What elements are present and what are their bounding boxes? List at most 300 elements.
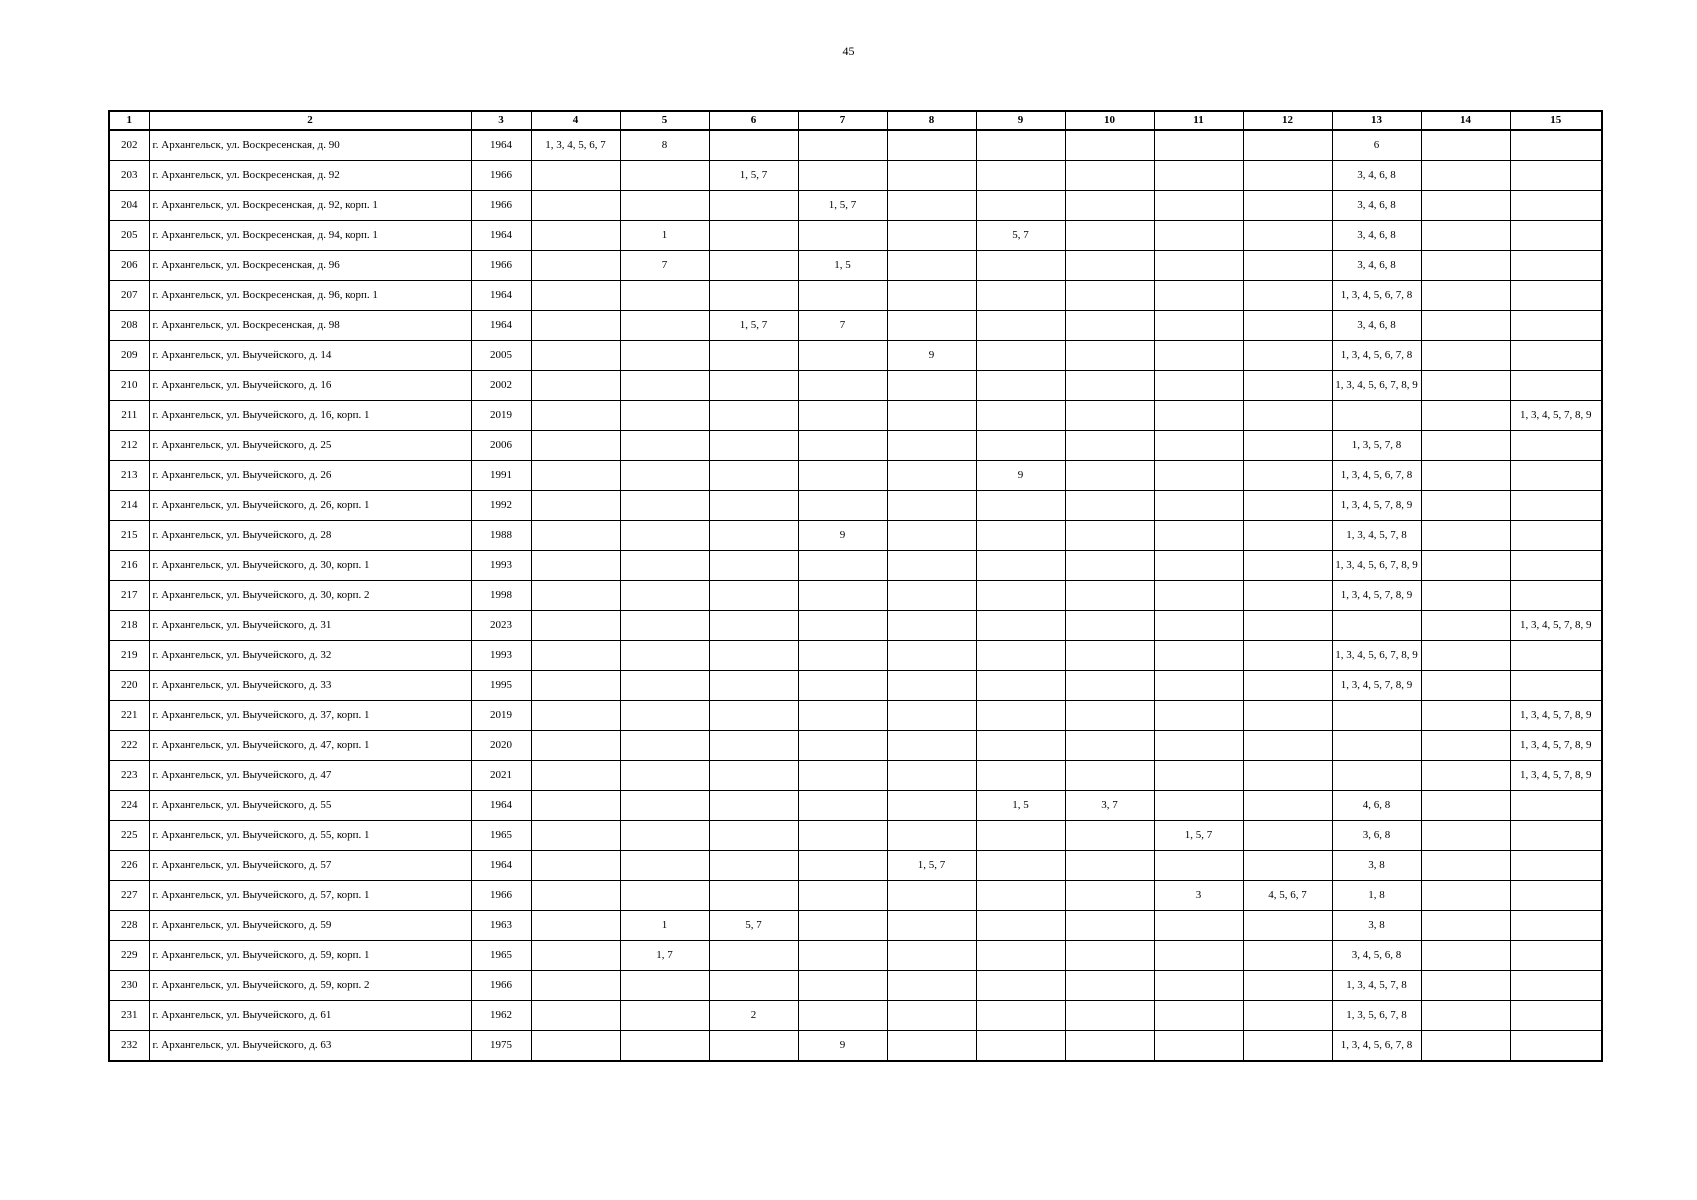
column-6-cell — [709, 371, 798, 401]
column-14-cell — [1421, 281, 1510, 311]
column-9-cell — [976, 941, 1065, 971]
year-cell: 2005 — [471, 341, 531, 371]
column-4-cell — [531, 551, 620, 581]
year-cell: 1966 — [471, 971, 531, 1001]
column-15-cell — [1510, 221, 1602, 251]
column-8-cell — [887, 611, 976, 641]
row-number: 207 — [109, 281, 149, 311]
column-6-cell: 1, 5, 7 — [709, 311, 798, 341]
column-15-cell — [1510, 641, 1602, 671]
column-15-cell — [1510, 191, 1602, 221]
column-15-cell — [1510, 281, 1602, 311]
column-15-cell: 1, 3, 4, 5, 7, 8, 9 — [1510, 731, 1602, 761]
column-15-cell — [1510, 881, 1602, 911]
column-4-cell — [531, 581, 620, 611]
column-10-cell — [1065, 971, 1154, 1001]
column-14-cell — [1421, 791, 1510, 821]
row-number: 215 — [109, 521, 149, 551]
column-13-cell: 1, 3, 4, 5, 7, 8 — [1332, 971, 1421, 1001]
column-6-cell — [709, 251, 798, 281]
column-6-cell: 5, 7 — [709, 911, 798, 941]
column-12-cell — [1243, 821, 1332, 851]
address-cell: г. Архангельск, ул. Выучейского, д. 59, корп. 2 — [149, 971, 471, 1001]
column-13-cell: 1, 3, 4, 5, 7, 8, 9 — [1332, 581, 1421, 611]
column-8-cell — [887, 881, 976, 911]
column-5-cell — [620, 401, 709, 431]
column-5-cell — [620, 701, 709, 731]
column-9-cell: 5, 7 — [976, 221, 1065, 251]
column-15-cell — [1510, 821, 1602, 851]
column-12-cell — [1243, 1031, 1332, 1062]
column-7-cell: 7 — [798, 311, 887, 341]
address-cell: г. Архангельск, ул. Воскресенская, д. 90 — [149, 130, 471, 161]
column-9-cell — [976, 521, 1065, 551]
column-10-cell — [1065, 701, 1154, 731]
column-11-cell: 3 — [1154, 881, 1243, 911]
column-13-cell: 1, 3, 5, 7, 8 — [1332, 431, 1421, 461]
column-12-cell — [1243, 491, 1332, 521]
column-9-cell — [976, 401, 1065, 431]
header-row — [109, 111, 1602, 130]
column-4-cell — [531, 791, 620, 821]
column-12-cell — [1243, 221, 1332, 251]
column-10-cell — [1065, 491, 1154, 521]
table-row — [109, 881, 1602, 911]
column-14-cell — [1421, 1001, 1510, 1031]
column-8-cell — [887, 401, 976, 431]
table-row — [109, 551, 1602, 581]
address-cell: г. Архангельск, ул. Выучейского, д. 30, корп. 2 — [149, 581, 471, 611]
column-4-cell — [531, 161, 620, 191]
table-row — [109, 191, 1602, 221]
column-13-cell: 1, 3, 5, 6, 7, 8 — [1332, 1001, 1421, 1031]
column-4-cell — [531, 611, 620, 641]
address-cell: г. Архангельск, ул. Воскресенская, д. 92 — [149, 161, 471, 191]
table-row — [109, 401, 1602, 431]
address-cell: г. Архангельск, ул. Выучейского, д. 37, корп. 1 — [149, 701, 471, 731]
column-15-cell — [1510, 971, 1602, 1001]
column-13-cell: 1, 3, 4, 5, 7, 8, 9 — [1332, 671, 1421, 701]
column-11-cell — [1154, 221, 1243, 251]
column-14-cell — [1421, 881, 1510, 911]
column-14-cell — [1421, 551, 1510, 581]
column-10-cell — [1065, 311, 1154, 341]
column-13-cell: 3, 4, 6, 8 — [1332, 311, 1421, 341]
table-body — [109, 130, 1602, 1061]
column-7-cell — [798, 941, 887, 971]
column-header-9: 9 — [976, 111, 1065, 130]
page-number: 45 — [842, 44, 855, 58]
column-7-cell — [798, 1001, 887, 1031]
schedule-table — [108, 110, 1603, 1062]
table-row — [109, 641, 1602, 671]
column-10-cell — [1065, 431, 1154, 461]
column-9-cell: 1, 5 — [976, 791, 1065, 821]
column-12-cell — [1243, 311, 1332, 341]
column-11-cell — [1154, 701, 1243, 731]
column-14-cell — [1421, 161, 1510, 191]
column-9-cell — [976, 431, 1065, 461]
address-cell: г. Архангельск, ул. Выучейского, д. 61 — [149, 1001, 471, 1031]
column-14-cell — [1421, 641, 1510, 671]
row-number: 212 — [109, 431, 149, 461]
column-15-cell — [1510, 581, 1602, 611]
column-13-cell: 3, 4, 6, 8 — [1332, 221, 1421, 251]
column-6-cell — [709, 611, 798, 641]
column-10-cell — [1065, 371, 1154, 401]
column-15-cell — [1510, 371, 1602, 401]
column-14-cell — [1421, 341, 1510, 371]
column-11-cell — [1154, 371, 1243, 401]
column-7-cell: 9 — [798, 1031, 887, 1062]
column-4-cell — [531, 491, 620, 521]
table-row — [109, 521, 1602, 551]
column-10-cell — [1065, 761, 1154, 791]
column-12-cell — [1243, 521, 1332, 551]
row-number: 216 — [109, 551, 149, 581]
table-row — [109, 281, 1602, 311]
column-12-cell — [1243, 401, 1332, 431]
address-cell: г. Архангельск, ул. Выучейского, д. 55 — [149, 791, 471, 821]
row-number: 208 — [109, 311, 149, 341]
column-8-cell — [887, 971, 976, 1001]
column-14-cell — [1421, 251, 1510, 281]
column-4-cell — [531, 971, 620, 1001]
year-cell: 1975 — [471, 1031, 531, 1062]
column-4-cell — [531, 1001, 620, 1031]
column-13-cell: 3, 4, 5, 6, 8 — [1332, 941, 1421, 971]
table-row — [109, 341, 1602, 371]
column-8-cell — [887, 281, 976, 311]
column-6-cell — [709, 851, 798, 881]
year-cell: 1991 — [471, 461, 531, 491]
address-cell: г. Архангельск, ул. Выучейского, д. 59 — [149, 911, 471, 941]
column-11-cell — [1154, 971, 1243, 1001]
table-row — [109, 581, 1602, 611]
column-13-cell: 1, 3, 4, 5, 7, 8, 9 — [1332, 491, 1421, 521]
column-5-cell: 1, 7 — [620, 941, 709, 971]
column-11-cell — [1154, 341, 1243, 371]
column-9-cell — [976, 191, 1065, 221]
year-cell: 2020 — [471, 731, 531, 761]
column-8-cell — [887, 701, 976, 731]
address-cell: г. Архангельск, ул. Воскресенская, д. 98 — [149, 311, 471, 341]
column-13-cell: 3, 4, 6, 8 — [1332, 251, 1421, 281]
column-12-cell — [1243, 281, 1332, 311]
column-11-cell — [1154, 491, 1243, 521]
table-row — [109, 491, 1602, 521]
column-15-cell — [1510, 521, 1602, 551]
column-5-cell — [620, 731, 709, 761]
address-cell: г. Архангельск, ул. Воскресенская, д. 92, корп. 1 — [149, 191, 471, 221]
column-14-cell — [1421, 671, 1510, 701]
column-header-10: 10 — [1065, 111, 1154, 130]
column-11-cell — [1154, 311, 1243, 341]
column-7-cell — [798, 761, 887, 791]
column-6-cell — [709, 701, 798, 731]
column-header-2: 2 — [149, 111, 471, 130]
year-cell: 1965 — [471, 941, 531, 971]
column-6-cell — [709, 431, 798, 461]
column-5-cell: 8 — [620, 130, 709, 161]
column-8-cell — [887, 821, 976, 851]
column-14-cell — [1421, 401, 1510, 431]
column-9-cell — [976, 1001, 1065, 1031]
column-13-cell: 1, 3, 4, 5, 6, 7, 8, 9 — [1332, 371, 1421, 401]
column-11-cell — [1154, 581, 1243, 611]
column-12-cell — [1243, 551, 1332, 581]
table-row — [109, 911, 1602, 941]
column-9-cell — [976, 881, 1065, 911]
year-cell: 1998 — [471, 581, 531, 611]
column-6-cell — [709, 731, 798, 761]
column-5-cell — [620, 611, 709, 641]
column-5-cell — [620, 191, 709, 221]
column-5-cell: 1 — [620, 221, 709, 251]
column-12-cell — [1243, 431, 1332, 461]
column-13-cell: 1, 3, 4, 5, 7, 8 — [1332, 521, 1421, 551]
table-row — [109, 791, 1602, 821]
column-10-cell — [1065, 130, 1154, 161]
column-7-cell — [798, 791, 887, 821]
column-14-cell — [1421, 821, 1510, 851]
column-11-cell — [1154, 431, 1243, 461]
column-15-cell — [1510, 251, 1602, 281]
column-14-cell — [1421, 941, 1510, 971]
column-7-cell — [798, 281, 887, 311]
column-7-cell: 9 — [798, 521, 887, 551]
column-8-cell — [887, 371, 976, 401]
year-cell: 1962 — [471, 1001, 531, 1031]
address-cell: г. Архангельск, ул. Выучейского, д. 26, корп. 1 — [149, 491, 471, 521]
column-14-cell — [1421, 461, 1510, 491]
column-6-cell — [709, 191, 798, 221]
row-number: 203 — [109, 161, 149, 191]
column-13-cell: 1, 3, 4, 5, 6, 7, 8 — [1332, 1031, 1421, 1062]
column-9-cell — [976, 671, 1065, 701]
row-number: 232 — [109, 1031, 149, 1062]
column-header-5: 5 — [620, 111, 709, 130]
column-15-cell: 1, 3, 4, 5, 7, 8, 9 — [1510, 701, 1602, 731]
column-10-cell — [1065, 941, 1154, 971]
column-11-cell — [1154, 941, 1243, 971]
column-9-cell — [976, 821, 1065, 851]
column-9-cell — [976, 341, 1065, 371]
column-12-cell — [1243, 911, 1332, 941]
column-11-cell — [1154, 911, 1243, 941]
row-number: 204 — [109, 191, 149, 221]
column-10-cell — [1065, 641, 1154, 671]
row-number: 218 — [109, 611, 149, 641]
column-4-cell — [531, 881, 620, 911]
column-7-cell: 1, 5 — [798, 251, 887, 281]
row-number: 219 — [109, 641, 149, 671]
column-10-cell — [1065, 161, 1154, 191]
column-12-cell — [1243, 251, 1332, 281]
column-11-cell — [1154, 1001, 1243, 1031]
column-5-cell: 7 — [620, 251, 709, 281]
column-13-cell: 1, 3, 4, 5, 6, 7, 8 — [1332, 281, 1421, 311]
column-5-cell — [620, 671, 709, 701]
table-row — [109, 251, 1602, 281]
column-13-cell — [1332, 611, 1421, 641]
column-9-cell — [976, 311, 1065, 341]
year-cell: 1966 — [471, 881, 531, 911]
column-9-cell — [976, 371, 1065, 401]
column-7-cell — [798, 851, 887, 881]
column-12-cell: 4, 5, 6, 7 — [1243, 881, 1332, 911]
row-number: 205 — [109, 221, 149, 251]
address-cell: г. Архангельск, ул. Выучейского, д. 47, корп. 1 — [149, 731, 471, 761]
column-13-cell: 3, 8 — [1332, 851, 1421, 881]
column-11-cell — [1154, 1031, 1243, 1062]
column-13-cell — [1332, 731, 1421, 761]
column-4-cell — [531, 641, 620, 671]
column-11-cell — [1154, 161, 1243, 191]
column-8-cell — [887, 431, 976, 461]
address-cell: г. Архангельск, ул. Выучейского, д. 63 — [149, 1031, 471, 1062]
column-14-cell — [1421, 701, 1510, 731]
column-6-cell — [709, 491, 798, 521]
column-4-cell — [531, 851, 620, 881]
column-12-cell — [1243, 641, 1332, 671]
column-14-cell — [1421, 611, 1510, 641]
column-13-cell: 1, 3, 4, 5, 6, 7, 8 — [1332, 341, 1421, 371]
column-4-cell — [531, 761, 620, 791]
column-4-cell — [531, 821, 620, 851]
column-8-cell — [887, 1001, 976, 1031]
column-4-cell — [531, 401, 620, 431]
column-7-cell: 1, 5, 7 — [798, 191, 887, 221]
column-11-cell — [1154, 521, 1243, 551]
column-5-cell — [620, 1001, 709, 1031]
column-6-cell — [709, 671, 798, 701]
column-14-cell — [1421, 851, 1510, 881]
column-4-cell — [531, 281, 620, 311]
column-6-cell — [709, 221, 798, 251]
column-8-cell — [887, 130, 976, 161]
table-row — [109, 731, 1602, 761]
column-4-cell — [531, 461, 620, 491]
column-4-cell — [531, 341, 620, 371]
column-10-cell — [1065, 731, 1154, 761]
column-8-cell — [887, 461, 976, 491]
column-5-cell — [620, 311, 709, 341]
column-5-cell — [620, 431, 709, 461]
column-8-cell — [887, 1031, 976, 1062]
column-14-cell — [1421, 491, 1510, 521]
column-11-cell — [1154, 191, 1243, 221]
row-number: 229 — [109, 941, 149, 971]
column-7-cell — [798, 130, 887, 161]
column-6-cell — [709, 341, 798, 371]
column-15-cell — [1510, 130, 1602, 161]
column-header-15: 15 — [1510, 111, 1602, 130]
table-row — [109, 851, 1602, 881]
year-cell: 2021 — [471, 761, 531, 791]
column-12-cell — [1243, 611, 1332, 641]
table-row — [109, 130, 1602, 161]
column-5-cell — [620, 461, 709, 491]
column-11-cell — [1154, 461, 1243, 491]
column-10-cell — [1065, 221, 1154, 251]
column-7-cell — [798, 731, 887, 761]
column-11-cell — [1154, 401, 1243, 431]
column-5-cell — [620, 821, 709, 851]
column-header-7: 7 — [798, 111, 887, 130]
column-7-cell — [798, 881, 887, 911]
row-number: 211 — [109, 401, 149, 431]
address-cell: г. Архангельск, ул. Выучейского, д. 25 — [149, 431, 471, 461]
column-9-cell — [976, 761, 1065, 791]
column-10-cell: 3, 7 — [1065, 791, 1154, 821]
table-row — [109, 701, 1602, 731]
table-row — [109, 941, 1602, 971]
column-header-11: 11 — [1154, 111, 1243, 130]
year-cell: 1988 — [471, 521, 531, 551]
column-9-cell — [976, 1031, 1065, 1062]
column-6-cell — [709, 401, 798, 431]
column-6-cell: 1, 5, 7 — [709, 161, 798, 191]
column-9-cell: 9 — [976, 461, 1065, 491]
column-13-cell: 3, 8 — [1332, 911, 1421, 941]
column-9-cell — [976, 851, 1065, 881]
year-cell: 1992 — [471, 491, 531, 521]
column-7-cell — [798, 911, 887, 941]
column-7-cell — [798, 401, 887, 431]
column-11-cell — [1154, 791, 1243, 821]
column-4-cell — [531, 191, 620, 221]
row-number: 206 — [109, 251, 149, 281]
column-10-cell — [1065, 401, 1154, 431]
row-number: 217 — [109, 581, 149, 611]
column-12-cell — [1243, 461, 1332, 491]
column-6-cell — [709, 130, 798, 161]
column-6-cell — [709, 461, 798, 491]
year-cell: 1965 — [471, 821, 531, 851]
column-14-cell — [1421, 971, 1510, 1001]
column-7-cell — [798, 491, 887, 521]
column-4-cell — [531, 431, 620, 461]
column-9-cell — [976, 161, 1065, 191]
column-15-cell — [1510, 341, 1602, 371]
address-cell: г. Архангельск, ул. Выучейского, д. 31 — [149, 611, 471, 641]
column-11-cell — [1154, 761, 1243, 791]
column-5-cell — [620, 581, 709, 611]
row-number: 230 — [109, 971, 149, 1001]
column-8-cell — [887, 491, 976, 521]
column-6-cell — [709, 641, 798, 671]
column-6-cell — [709, 551, 798, 581]
column-header-14: 14 — [1421, 111, 1510, 130]
year-cell: 1964 — [471, 311, 531, 341]
address-cell: г. Архангельск, ул. Выучейского, д. 16 — [149, 371, 471, 401]
row-number: 202 — [109, 130, 149, 161]
column-10-cell — [1065, 461, 1154, 491]
column-14-cell — [1421, 731, 1510, 761]
column-header-3: 3 — [471, 111, 531, 130]
column-13-cell — [1332, 761, 1421, 791]
column-15-cell — [1510, 1031, 1602, 1062]
column-6-cell — [709, 521, 798, 551]
column-5-cell — [620, 971, 709, 1001]
year-cell: 1963 — [471, 911, 531, 941]
column-5-cell — [620, 521, 709, 551]
column-14-cell — [1421, 311, 1510, 341]
column-8-cell — [887, 641, 976, 671]
column-12-cell — [1243, 191, 1332, 221]
column-6-cell — [709, 1031, 798, 1062]
